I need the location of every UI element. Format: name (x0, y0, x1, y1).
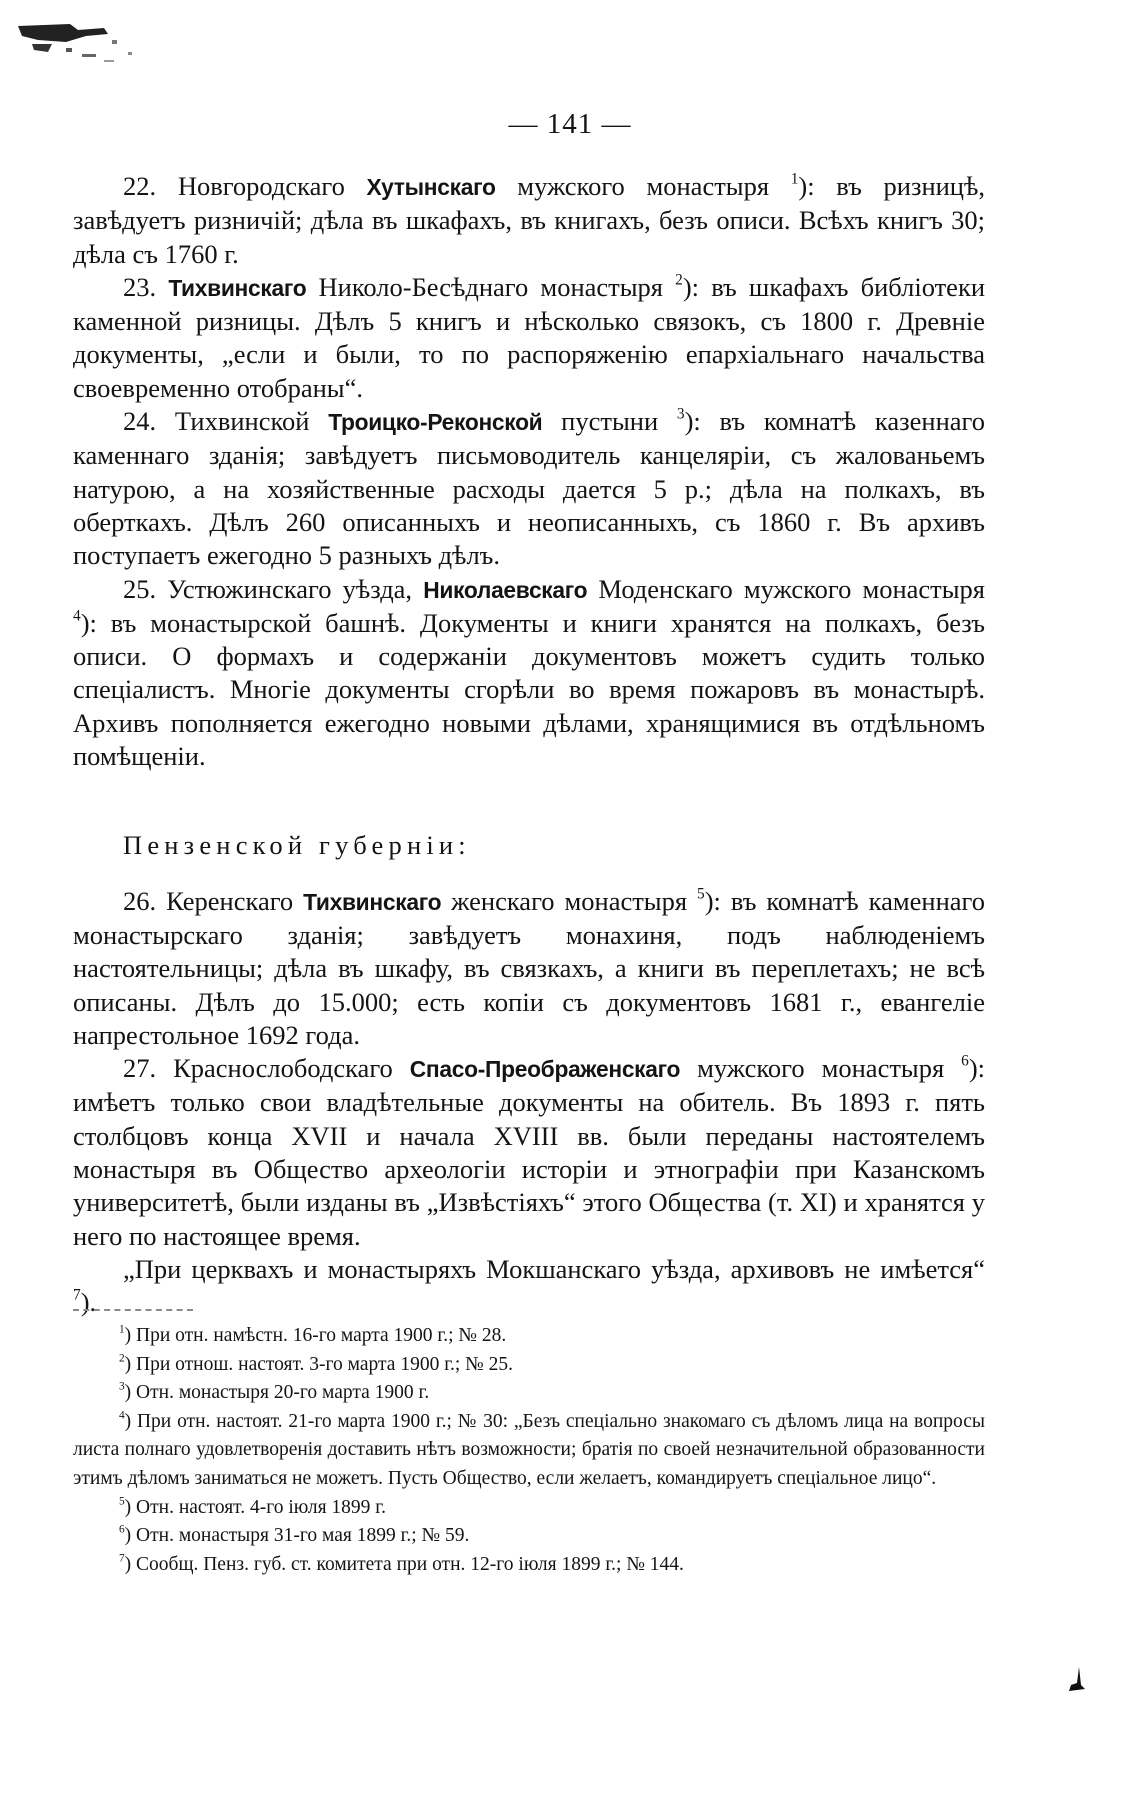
scan-ink-blot (8, 14, 158, 69)
entry-26: 26. Керенскаго Тихвинскаго женскаго монастыря $^5$): въ комнатѣ каменнаго монастырскаго зданія; завѣдуетъ монахиня, подъ наблюденіемъ настоятельницы; дѣла въ шкафу, въ связкахъ, а книги въ переплетахъ; не всѣ описаны. Дѣлъ до 15.000; есть копіи съ документовъ 1681 г., евангеліе напрестольное 1692 года. (73, 885, 985, 1050)
footnote-4: $^4$) При отн. настоят. 21-го марта 1900 г.; № 30: „Безъ спеціально знакомаго съ дѣломъ лица на вопросы листа полнаго удовлетворенія доставить нѣтъ возможности; братія по своей незначительной образованности этимъ дѣломъ заниматься не можетъ. Пусть Общество, если желаетъ, командируетъ спеціальное лицо“. (73, 1409, 985, 1489)
entry-22: 22. Новгородскаго Хутынскаго мужского монастыря $^1$): въ ризницѣ, завѣдуетъ ризничій; дѣла въ шкафахъ, въ книгахъ, безъ описи. Всѣхъ книгъ 30; дѣла съ 1760 г. (73, 170, 985, 269)
monastery-name: Хутынскаго (366, 174, 496, 200)
footnote-1: $^1$) При отн. намѣстн. 16-го марта 1900 г.; № 28. (119, 1323, 507, 1346)
footnote-ref: 6 (961, 1052, 969, 1070)
main-text (73, 170, 985, 1320)
entry-24: 24. Тихвинской Троицко-Реконской пустыни $^3$): въ комнатѣ казеннаго каменнаго зданія; завѣдуетъ письмоводитель канцеляріи, съ жалованьемъ натурою, а на хозяйственные расходы дается 5 р.; дѣла на полкахъ, въ оберткахъ. Дѣлъ 260 описанныхъ и неописанныхъ, съ 1860 г. Въ архивъ поступаетъ ежегодно 5 разныхъ дѣлъ. (73, 405, 985, 571)
closing-quote: „При церквахъ и монастыряхъ Мокшанскаго уѣзда, архивовъ не имѣется“ $^7$). (73, 1253, 985, 1318)
footnote-ref: 1 (790, 170, 799, 188)
entry-25: 25. Устюжинскаго уѣзда, Николаевскаго Моденскаго мужского монастыря $^4$): въ монастырской башнѣ. Документы и книги хранятся на полкахъ, безъ описи. О формахъ и содержаніи документовъ можетъ судить только спеціалистъ. Многіе документы сгорѣли во время пожаровъ въ монастырѣ. Архивъ пополняется ежегодно новыми дѣлами, хранящимися въ отдѣльномъ помѣщеніи. (73, 573, 985, 772)
footnotes (73, 1322, 985, 1579)
footnote-divider (73, 1309, 193, 1311)
monastery-name: Спасо-Преображенскаго (409, 1056, 681, 1083)
entry-27: 27. Краснослободскаго Спасо-Преображенскаго мужского монастыря $^6$): имѣетъ только свои владѣтельные документы на обитель. Въ 1893 г. пять столбцовъ конца XVII и начала XVIII вв. были переданы настоятелемъ монастыря въ Общество археологіи исторіи и этнографіи при Казанскомъ университетѣ, были изданы въ „Извѣстіяхъ“ этого Общества (т. XI) и хранятся у него по настоящее время. (73, 1052, 985, 1251)
page-number: — 141 — (508, 108, 632, 140)
scan-ink-mark (1065, 1665, 1087, 1693)
monastery-name: Тихвинскаго (168, 274, 307, 301)
footnote-2: $^2$) При отнош. настоят. 3-го марта 1900 г.; № 25. (119, 1352, 514, 1375)
footnote-5: $^5$) Отн. настоят. 4-го іюля 1899 г. (119, 1495, 386, 1518)
monastery-name: Николаевскаго (423, 576, 588, 603)
footnote-ref: 2 (675, 271, 683, 289)
footnote-6: $^6$) Отн. монастыря 31-го мая 1899 г.; № 59. (119, 1523, 470, 1547)
footnote-7: $^7$) Сообщ. Пенз. губ. ст. комитета при отн. 12-го іюля 1899 г.; № 144. (119, 1552, 684, 1575)
monastery-name: Тихвинскаго (303, 888, 442, 915)
footnote-ref: 3 (676, 405, 685, 423)
footnote-3: $^3$) Отн. монастыря 20-го марта 1900 г. (119, 1380, 430, 1404)
footnote-ref: 4 (73, 607, 81, 625)
footnote-ref: 5 (697, 885, 705, 903)
monastery-name: Троицко-Реконской (328, 409, 543, 436)
entry-23: 23. Тихвинскаго Николо-Бесѣднаго монастыря $^2$): въ шкафахъ библіотеки каменной ризницы. Дѣлъ 5 книгъ и нѣсколько связокъ, съ 1800 г. Древніе документы, „если и были, то по распоряженію епархіальнаго начальства своевременно отобраны“. (73, 271, 986, 403)
footnote-ref: 7 (73, 1286, 81, 1304)
section-heading: Пензенской губерніи: (123, 830, 471, 861)
